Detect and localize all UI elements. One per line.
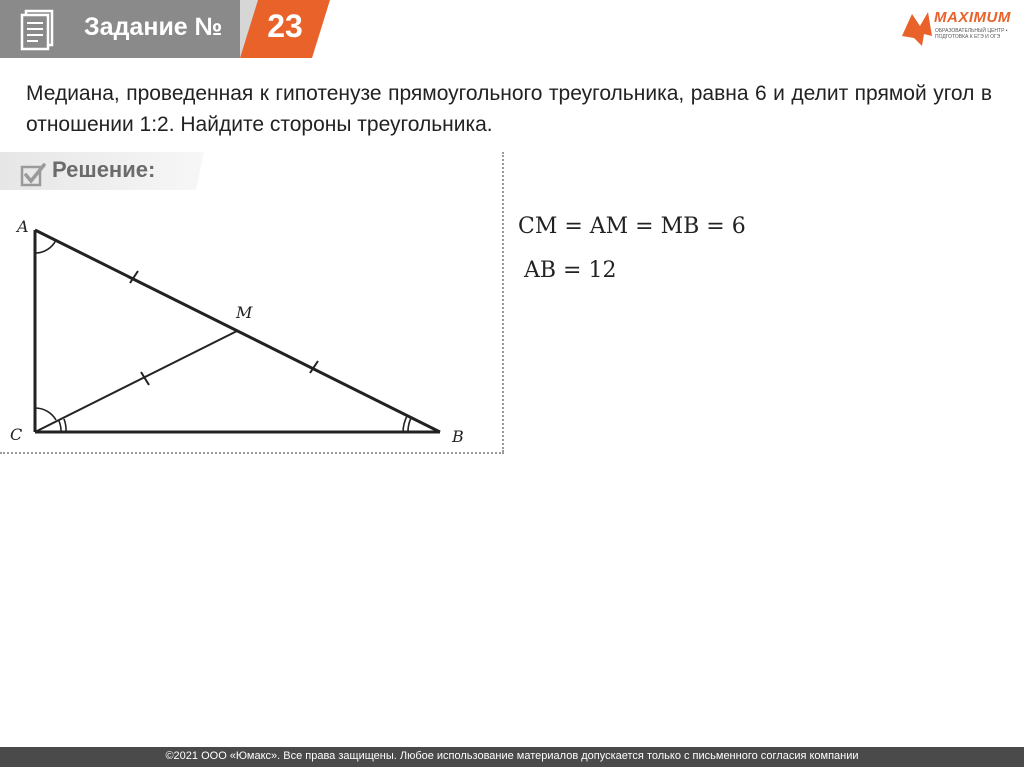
tick-marks bbox=[130, 271, 318, 385]
vertex-label-m: M bbox=[236, 303, 253, 322]
equation-hypotenuse: AB = 12 bbox=[524, 258, 617, 283]
vertex-label-b: B bbox=[452, 427, 464, 446]
checkbox-checked-icon bbox=[20, 162, 46, 188]
vertical-divider bbox=[502, 152, 504, 452]
vertex-label-c: C bbox=[10, 425, 23, 444]
task-title: Задание № bbox=[84, 13, 223, 41]
logo-name: MAXIMUM bbox=[934, 9, 1011, 26]
logo-tagline: ОБРАЗОВАТЕЛЬНЫЙ ЦЕНТР • ПОДГОТОВКА К ЕГЭ И ОГЭ bbox=[935, 28, 1008, 40]
median-cm bbox=[35, 331, 237, 432]
vertex-label-a: A bbox=[17, 217, 29, 236]
task-number: 23 bbox=[267, 8, 303, 44]
document-icon bbox=[20, 7, 60, 51]
horizontal-divider bbox=[0, 452, 504, 454]
problem-text: Медиана, проведенная к гипотенузе прямоугольного треугольника, равна 6 и делит прямой угол в отношении 1:2. Найдите стороны треугольника. bbox=[26, 82, 992, 136]
equation-medians: CM = AM = MB = 6 bbox=[518, 214, 746, 239]
triangle-figure bbox=[0, 200, 500, 450]
footer-copyright: ©2021 ООО «Юмакс». Все права защищены. Любое использование материалов допускается только с письменного согласия компании bbox=[165, 750, 859, 762]
solution-label: Решение: bbox=[52, 157, 156, 182]
